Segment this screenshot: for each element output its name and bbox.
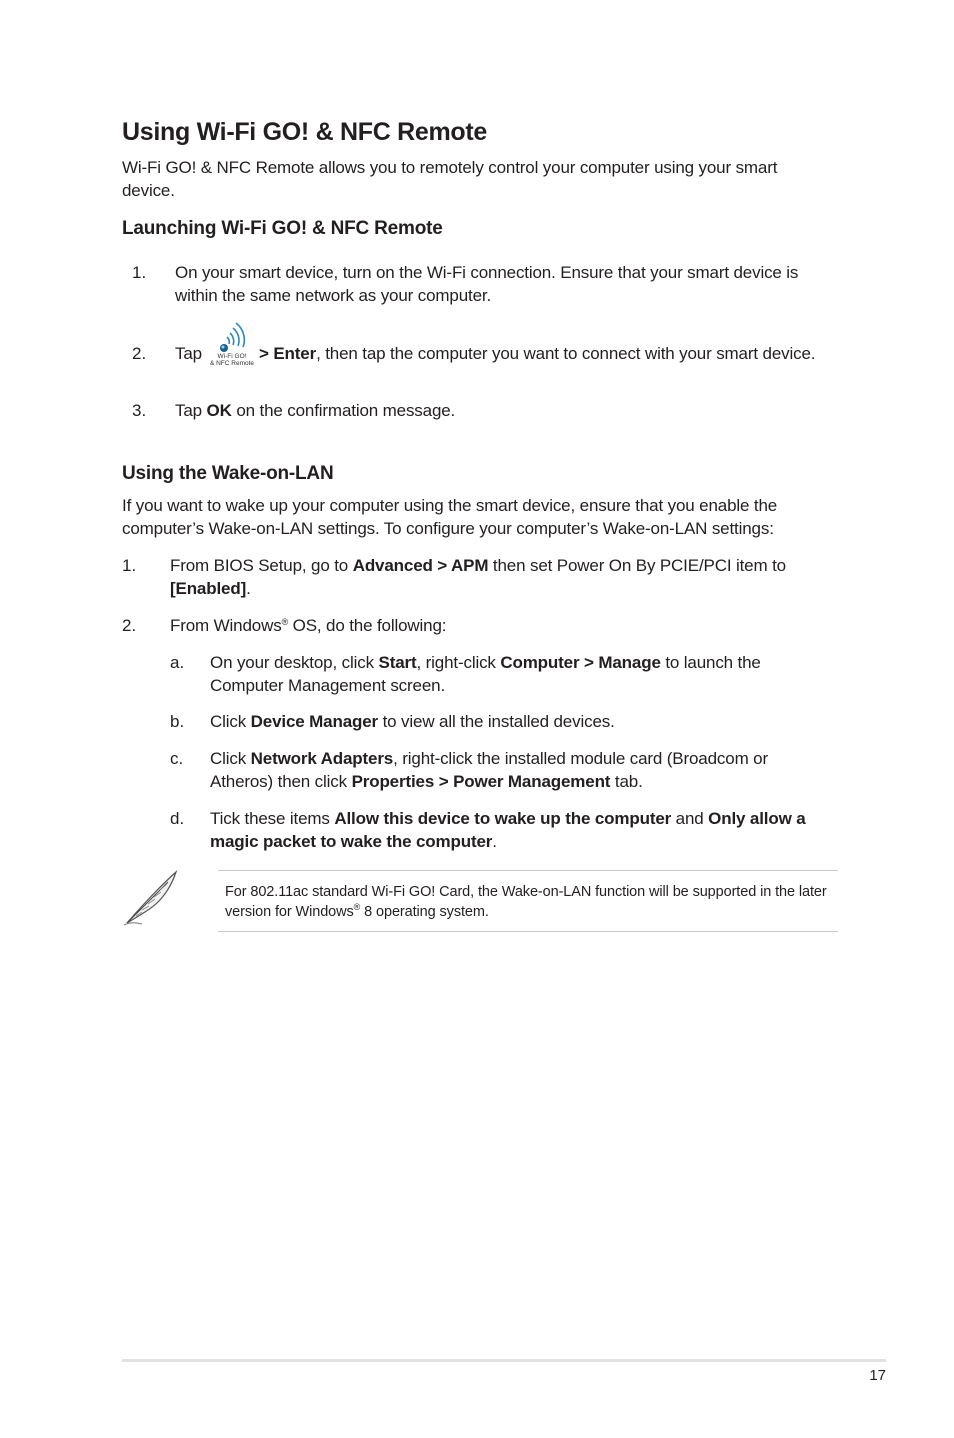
- wol-sub-d-letter: d.: [170, 809, 185, 828]
- enter-label: > Enter: [259, 344, 317, 363]
- launch-step-3-number: 3.: [132, 401, 147, 420]
- wol-sub-c-text: Click Network Adapters, right-click the installed module card (Broadcom or Atheros) then click Properties > Power Management tab.: [210, 749, 768, 791]
- page-number: 17: [869, 1367, 886, 1384]
- wol-sub-b-text: Click Device Manager to view all the installed devices.: [210, 712, 615, 731]
- wol-sub-a-text: On your desktop, click Start, right-click Computer > Manage to launch the Computer Management screen.: [210, 653, 761, 695]
- wol-sub-b-letter: b.: [170, 712, 185, 731]
- app-icon-label-2: & NFC Remote: [209, 360, 255, 367]
- launch-heading: Launching Wi-Fi GO! & NFC Remote: [122, 218, 443, 239]
- intro-paragraph: Wi-Fi GO! & NFC Remote allows you to remotely control your computer using your smart device.: [122, 158, 778, 200]
- launch-step-1-number: 1.: [132, 263, 147, 282]
- note-bottom-rule: [218, 931, 838, 932]
- wol-sub-d-text: Tick these items Allow this device to wake up the computer and Only allow a magic packet to wake the computer.: [210, 809, 806, 851]
- launch-step-2-tap: Tap: [175, 344, 202, 363]
- note-top-rule: [218, 870, 838, 871]
- page-title: Using Wi-Fi GO! & NFC Remote: [122, 118, 487, 146]
- wol-step-1-number: 1.: [122, 556, 137, 575]
- wol-sub-c-letter: c.: [170, 749, 184, 768]
- wol-step-1-text: From BIOS Setup, go to Advanced > APM then set Power On By PCIE/PCI item to [Enabled].: [170, 556, 786, 598]
- wol-step-2-text: From Windows® OS, do the following:: [170, 616, 447, 635]
- note-text: For 802.11ac standard Wi-Fi GO! Card, the Wake-on-LAN function will be supported in the later version for Windows® 8 operating system.: [225, 884, 827, 920]
- wol-sub-a-letter: a.: [170, 653, 185, 672]
- launch-step-3-text: Tap OK on the confirmation message.: [175, 401, 456, 420]
- launch-step-1-text: On your smart device, turn on the Wi-Fi connection. Ensure that your smart device is within the same network as your computer.: [175, 263, 799, 305]
- wol-intro-paragraph: If you want to wake up your computer using the smart device, ensure that you enable the computer’s Wake-on-LAN settings. To configure your computer’s Wake-on-LAN settings:: [122, 496, 778, 538]
- wol-step-2-number: 2.: [122, 616, 137, 635]
- wol-heading: Using the Wake-on-LAN: [122, 463, 334, 484]
- footer-rule: [122, 1359, 886, 1362]
- feather-pen-icon: [122, 868, 180, 928]
- app-icon-label-1: Wi-Fi GO!: [217, 353, 247, 360]
- launch-step-2-number: 2.: [132, 344, 147, 363]
- launch-step-2-text: > Enter, then tap the computer you want to connect with your smart device.: [259, 344, 816, 363]
